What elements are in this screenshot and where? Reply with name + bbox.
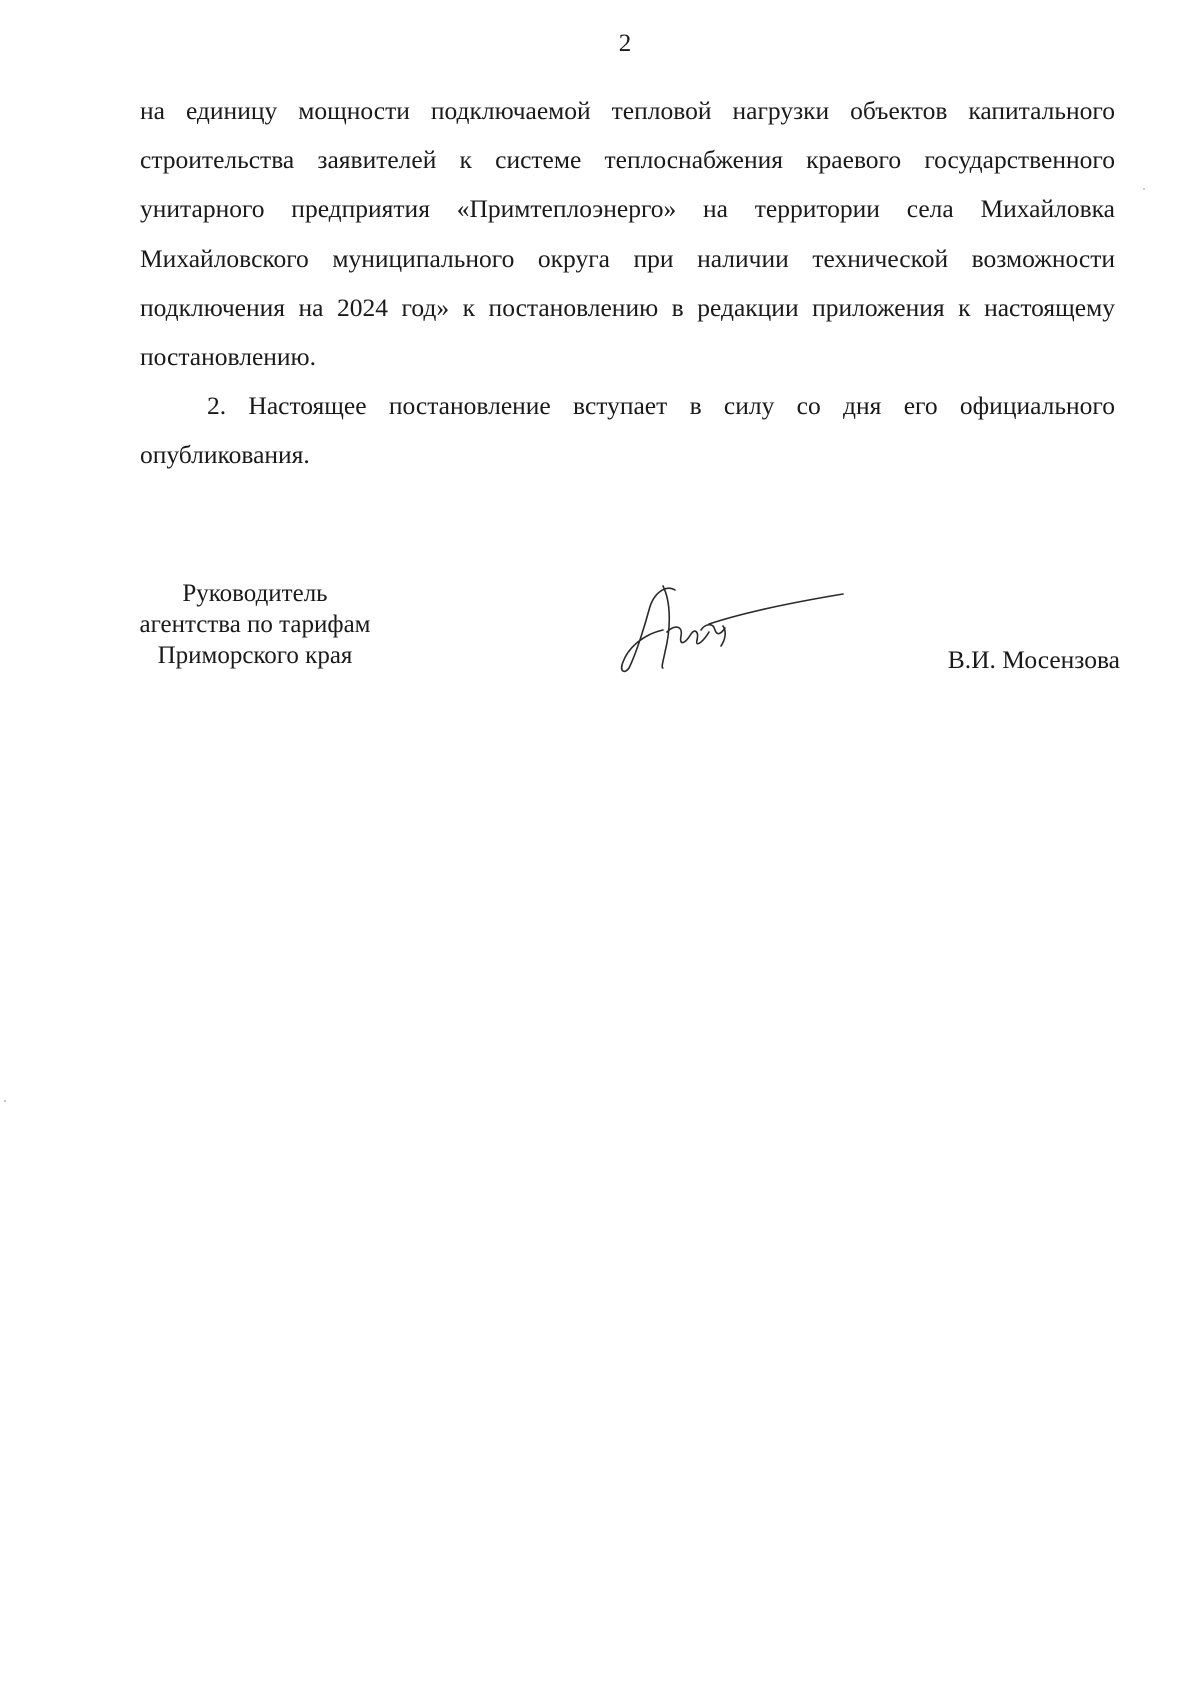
handwritten-signature-icon — [605, 572, 935, 682]
scan-artifact — [1143, 188, 1145, 190]
document-body — [140, 86, 1115, 480]
paragraph-1-continuation: на единицу мощности подключаемой тепловой нагрузки объектов капитального строительства заявителей к системе теплоснабжения краевого государственного унитарного предприятия «Примтеплоэнерго» на территории села Михайловка Михайловского муниципального округа при наличии технической возможности подключения на 2024 год» к постановлению в редакции приложения к настоящему постановлению. — [140, 96, 1115, 372]
scan-artifact — [4, 1100, 6, 1102]
signatory-name: В.И. Мосензова — [947, 645, 1120, 674]
signatory-title-line-3: Приморского края — [157, 642, 353, 669]
paragraph-2: 2. Настоящее постановление вступает в силу со дня его официального опубликования. — [140, 391, 1115, 470]
signatory-title-line-2: агентства по тарифам — [139, 611, 371, 638]
signatory-title-line-1: Руководитель — [182, 580, 328, 607]
signatory-title — [130, 578, 380, 671]
page-number: 2 — [618, 30, 632, 57]
signature-block — [110, 578, 1120, 698]
